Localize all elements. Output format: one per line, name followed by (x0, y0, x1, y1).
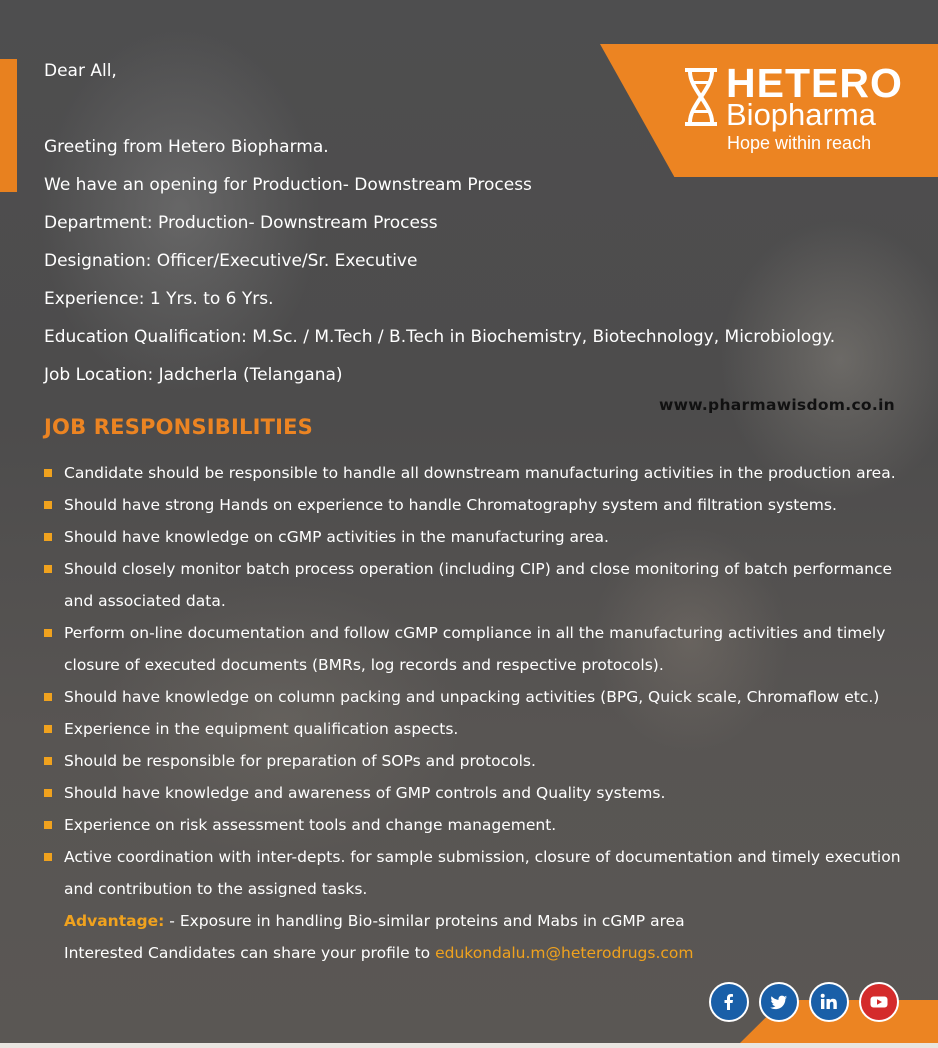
bullet-icon (44, 533, 52, 541)
bullet-icon (44, 469, 52, 477)
left-accent-bar (0, 59, 17, 192)
responsibilities-list (64, 457, 904, 905)
facebook-icon (719, 992, 739, 1012)
advantage-label: Advantage: (64, 912, 165, 930)
twitter-icon (769, 992, 789, 1012)
contact-email-link[interactable]: edukondalu.m@heterodrugs.com (435, 944, 694, 962)
intro-line: Greeting from Hetero Biopharma. (44, 137, 329, 157)
responsibilities-heading: JOB RESPONSIBILITIES (44, 415, 314, 439)
list-item: Should have knowledge on cGMP activities in the manufacturing area. (64, 521, 904, 553)
website-watermark: www.pharmawisdom.co.in (659, 396, 896, 414)
bullet-icon (44, 725, 52, 733)
list-item: Should have knowledge and awareness of GMP controls and Quality systems. (64, 777, 904, 809)
twitter-button[interactable] (759, 982, 799, 1022)
dna-helix-icon (684, 67, 718, 127)
designation-line: Designation: Officer/Executive/Sr. Executive (44, 251, 418, 271)
location-line: Job Location: Jadcherla (Telangana) (44, 365, 343, 385)
youtube-button[interactable] (859, 982, 899, 1022)
youtube-icon (869, 992, 889, 1012)
bullet-icon (44, 565, 52, 573)
bullet-icon (44, 789, 52, 797)
bottom-strip (0, 1043, 938, 1048)
list-item: Active coordination with inter-depts. for sample submission, closure of documentation and timely execution and contribution to the assigned tasks. (64, 841, 904, 905)
greeting: Dear All, (44, 61, 117, 81)
list-item: Should have strong Hands on experience to handle Chromatography system and filtration systems. (64, 489, 904, 521)
brand-tagline: Hope within reach (727, 133, 872, 153)
list-item: Should have knowledge on column packing and unpacking activities (BPG, Quick scale, Chromaflow etc.) (64, 681, 904, 713)
bullet-icon (44, 693, 52, 701)
list-item: Perform on-line documentation and follow cGMP compliance in all the manufacturing activities and timely closure of executed documents (BMRs, log records and respective protocols). (64, 617, 904, 681)
advantage-text: - Exposure in handling Bio-similar proteins and Mabs in cGMP area (164, 912, 685, 930)
brand-name: HETERO (726, 60, 903, 106)
education-line: Education Qualification: M.Sc. / M.Tech / B.Tech in Biochemistry, Biotechnology, Microbiology. (44, 327, 836, 347)
contact-line (64, 937, 694, 969)
list-item: Experience in the equipment qualification aspects. (64, 713, 904, 745)
bullet-icon (44, 629, 52, 637)
linkedin-icon (819, 992, 839, 1012)
intro-line: We have an opening for Production- Downstream Process (44, 175, 532, 195)
experience-line: Experience: 1 Yrs. to 6 Yrs. (44, 289, 274, 309)
list-item: Should closely monitor batch process operation (including CIP) and close monitoring of batch performance and associated data. (64, 553, 904, 617)
department-line: Department: Production- Downstream Process (44, 213, 438, 233)
bullet-icon (44, 501, 52, 509)
advantage-line (64, 905, 685, 937)
contact-text: Interested Candidates can share your profile to (64, 944, 436, 962)
list-item: Candidate should be responsible to handle all downstream manufacturing activities in the production area. (64, 457, 904, 489)
linkedin-button[interactable] (809, 982, 849, 1022)
brand-subtitle: Biopharma (726, 97, 876, 132)
list-item: Should be responsible for preparation of SOPs and protocols. (64, 745, 904, 777)
bullet-icon (44, 757, 52, 765)
list-item: Experience on risk assessment tools and change management. (64, 809, 904, 841)
facebook-button[interactable] (709, 982, 749, 1022)
bullet-icon (44, 853, 52, 861)
bullet-icon (44, 821, 52, 829)
